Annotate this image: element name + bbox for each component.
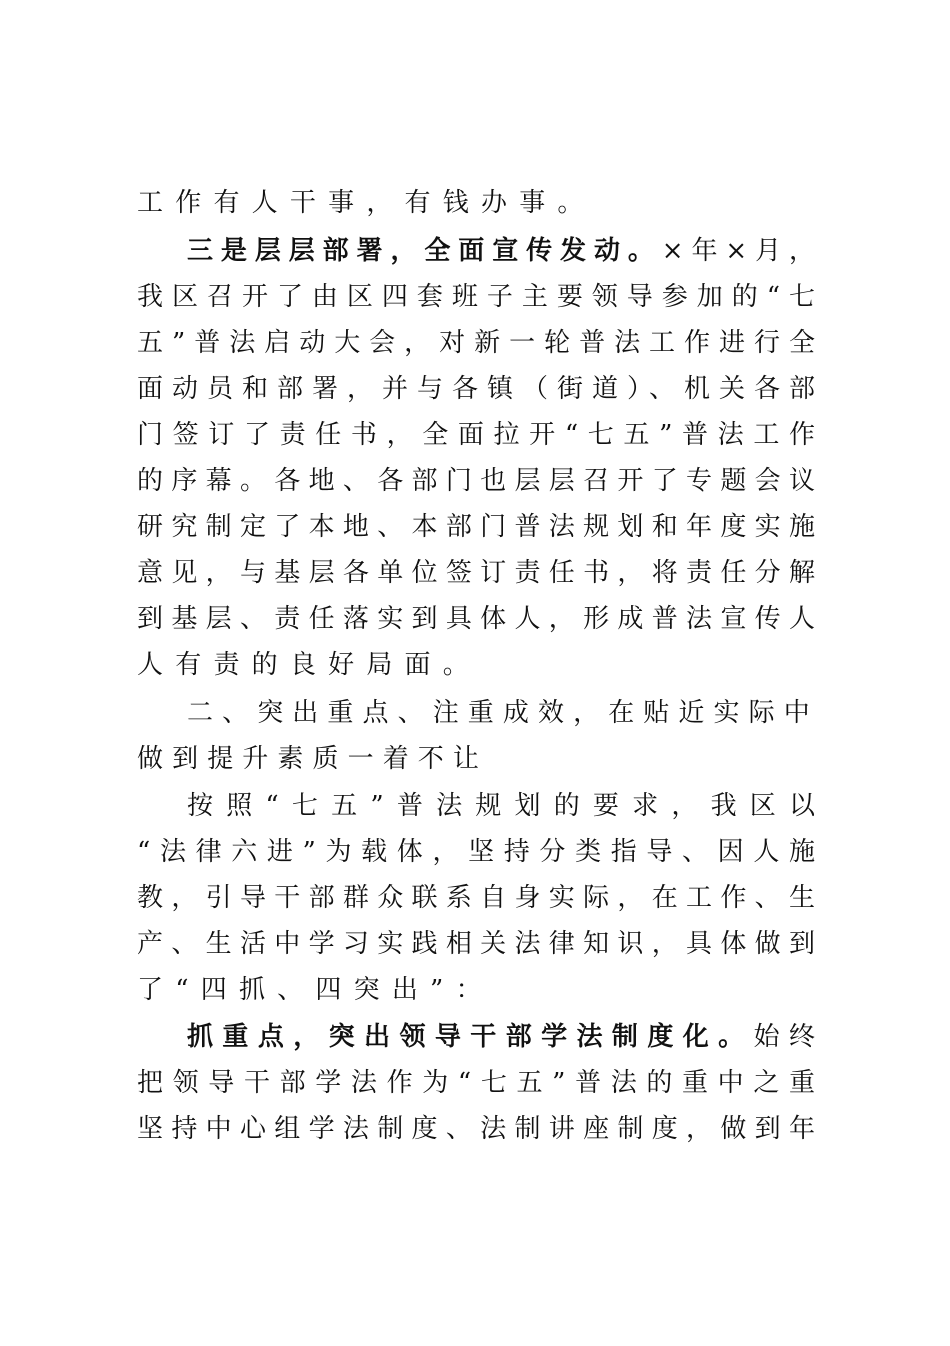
section-heading-line: 做到提升素质一着不让 [137, 744, 489, 774]
paragraph-line: 按照“七五”普法规划的要求，我区以 [187, 791, 815, 821]
paragraph-line: 意见，与基层各单位签订责任书，将责任分解 [137, 558, 815, 588]
paragraph-lead-line [187, 1017, 815, 1057]
paragraph-line: 人有责的良好局面。 [137, 650, 481, 680]
paragraph-line: “法律六进”为载体，坚持分类指导、因人施 [137, 837, 815, 867]
paragraph-line: 到基层、责任落实到具体人，形成普法宣传人 [137, 604, 815, 634]
paragraph-line: 门签订了责任书，全面拉开“七五”普法工作 [137, 420, 815, 450]
paragraph-lead-bold: 三是层层部署，全面宣传发动。 [187, 236, 662, 266]
paragraph-line: 的序幕。各地、各部门也层层召开了专题会议 [137, 466, 815, 496]
paragraph-line: 坚持中心组学法制度、法制讲座制度，做到年 [137, 1114, 815, 1144]
section-heading-line: 二、突出重点、注重成效，在贴近实际中 [187, 698, 819, 728]
paragraph-lead-bold: 抓重点，突出领导干部学法制度化。 [187, 1022, 754, 1052]
paragraph-line: 教，引导干部群众联系自身实际，在工作、生 [137, 883, 815, 913]
paragraph-line: 面动员和部署，并与各镇（街道）、机关各部 [137, 374, 815, 404]
paragraph-line: 我区召开了由区四套班子主要领导参加的“七 [137, 282, 815, 312]
paragraph-lead-rest: ×年×月， [661, 236, 815, 266]
paragraph-continuation-line: 工作有人干事，有钱办事。 [137, 188, 596, 218]
paragraph-lead-rest: 始终 [753, 1022, 815, 1052]
paragraph-line: 产、生活中学习实践相关法律知识，具体做到 [137, 929, 815, 959]
paragraph-line: 把领导干部学法作为“七五”普法的重中之重 [137, 1068, 815, 1098]
paragraph-line: 五”普法启动大会，对新一轮普法工作进行全 [137, 328, 815, 358]
paragraph-line: 研究制定了本地、本部门普法规划和年度实施 [137, 512, 815, 542]
paragraph-line: 了“四抓、四突出”： [137, 975, 494, 1005]
paragraph-lead-line [187, 231, 815, 271]
